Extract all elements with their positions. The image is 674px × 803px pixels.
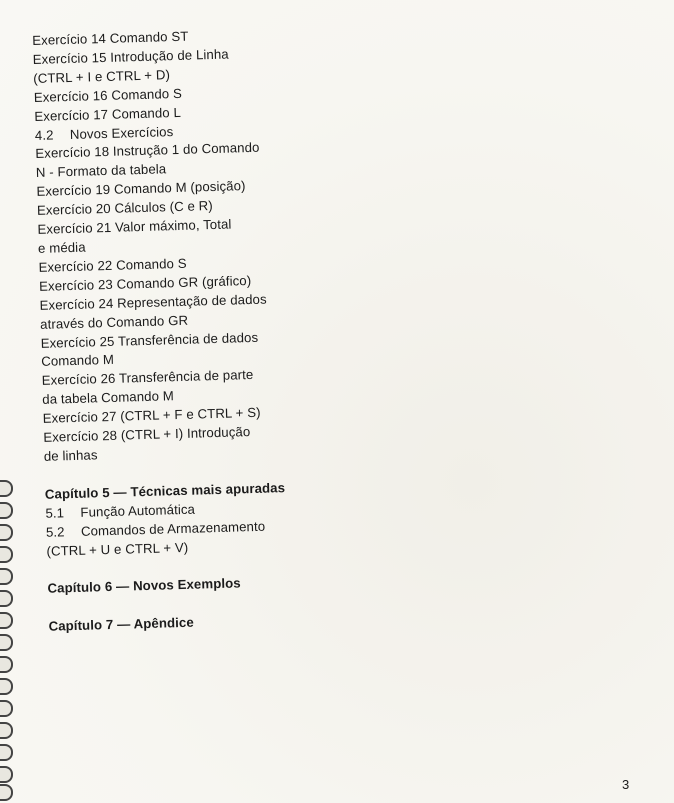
binding-ring	[0, 590, 13, 607]
toc-entry: Exercício 15 Introdução de Linha	[32, 46, 229, 67]
binding-ring	[0, 700, 13, 717]
binding-ring	[0, 480, 13, 497]
toc-entry: Exercício 18 Instrução 1 do Comando	[35, 140, 260, 162]
toc-entry: Exercício 26 Transferência de parte	[41, 367, 254, 389]
section-number: 5.1	[45, 505, 65, 521]
section-title: Função Automática	[80, 501, 196, 520]
binding-ring	[0, 784, 13, 801]
toc-entry: N - Formato da tabela	[35, 161, 167, 181]
section-number: 5.2	[45, 523, 65, 540]
section-title: Comandos de Armazenamento	[80, 518, 266, 539]
toc-entry: Exercício 19 Comando M (posição)	[36, 178, 246, 200]
toc-entry: Exercício 25 Transferência de dados	[40, 329, 259, 351]
binding-ring	[0, 524, 13, 541]
section-number: 4.2	[34, 126, 54, 143]
section-title: Novos Exercícios	[69, 123, 174, 142]
binding-ring	[0, 656, 13, 673]
binding-ring	[0, 744, 13, 761]
spiral-binding	[0, 480, 16, 800]
binding-ring	[0, 634, 13, 651]
toc-entry: Exercício 14 Comando ST	[32, 28, 189, 48]
binding-ring	[0, 722, 13, 739]
toc-entry: Exercício 17 Comando L	[34, 104, 182, 124]
page-number: 3	[622, 777, 630, 792]
binding-ring	[0, 766, 13, 783]
toc-entry: Exercício 24 Representação de dados	[39, 291, 267, 313]
toc-entry: Exercício 21 Valor máximo, Total	[37, 216, 232, 237]
chapter-5-heading: Capítulo 5 — Técnicas mais apuradas	[44, 479, 286, 502]
toc-entry: (CTRL + I e CTRL + D)	[33, 66, 171, 86]
chapter-7-heading: Capítulo 7 — Apêndice	[48, 615, 194, 635]
table-of-contents	[32, 23, 369, 637]
binding-ring	[0, 678, 13, 695]
binding-ring	[0, 568, 13, 585]
toc-entry: Comando M	[41, 352, 115, 370]
toc-entry: Exercício 16 Comando S	[33, 85, 183, 105]
toc-entry: através do Comando GR	[39, 312, 189, 332]
binding-ring	[0, 612, 13, 629]
toc-entry: da tabela Comando M	[42, 388, 175, 408]
toc-entry: e média	[37, 239, 86, 256]
binding-ring	[0, 546, 13, 563]
toc-entry: Exercício 22 Comando S	[38, 255, 187, 275]
toc-entry: Exercício 23 Comando GR (gráfico)	[38, 272, 252, 294]
toc-entry: Exercício 28 (CTRL + I) Introdução	[43, 424, 251, 445]
toc-entry: (CTRL + U e CTRL + V)	[46, 539, 189, 559]
toc-entry: de linhas	[43, 447, 98, 464]
toc-entry: Exercício 27 (CTRL + F e CTRL + S)	[42, 404, 261, 426]
toc-entry: Exercício 20 Cálculos (C e R)	[36, 198, 213, 219]
binding-ring	[0, 502, 13, 519]
chapter-6-heading: Capítulo 6 — Novos Exemplos	[47, 575, 241, 597]
